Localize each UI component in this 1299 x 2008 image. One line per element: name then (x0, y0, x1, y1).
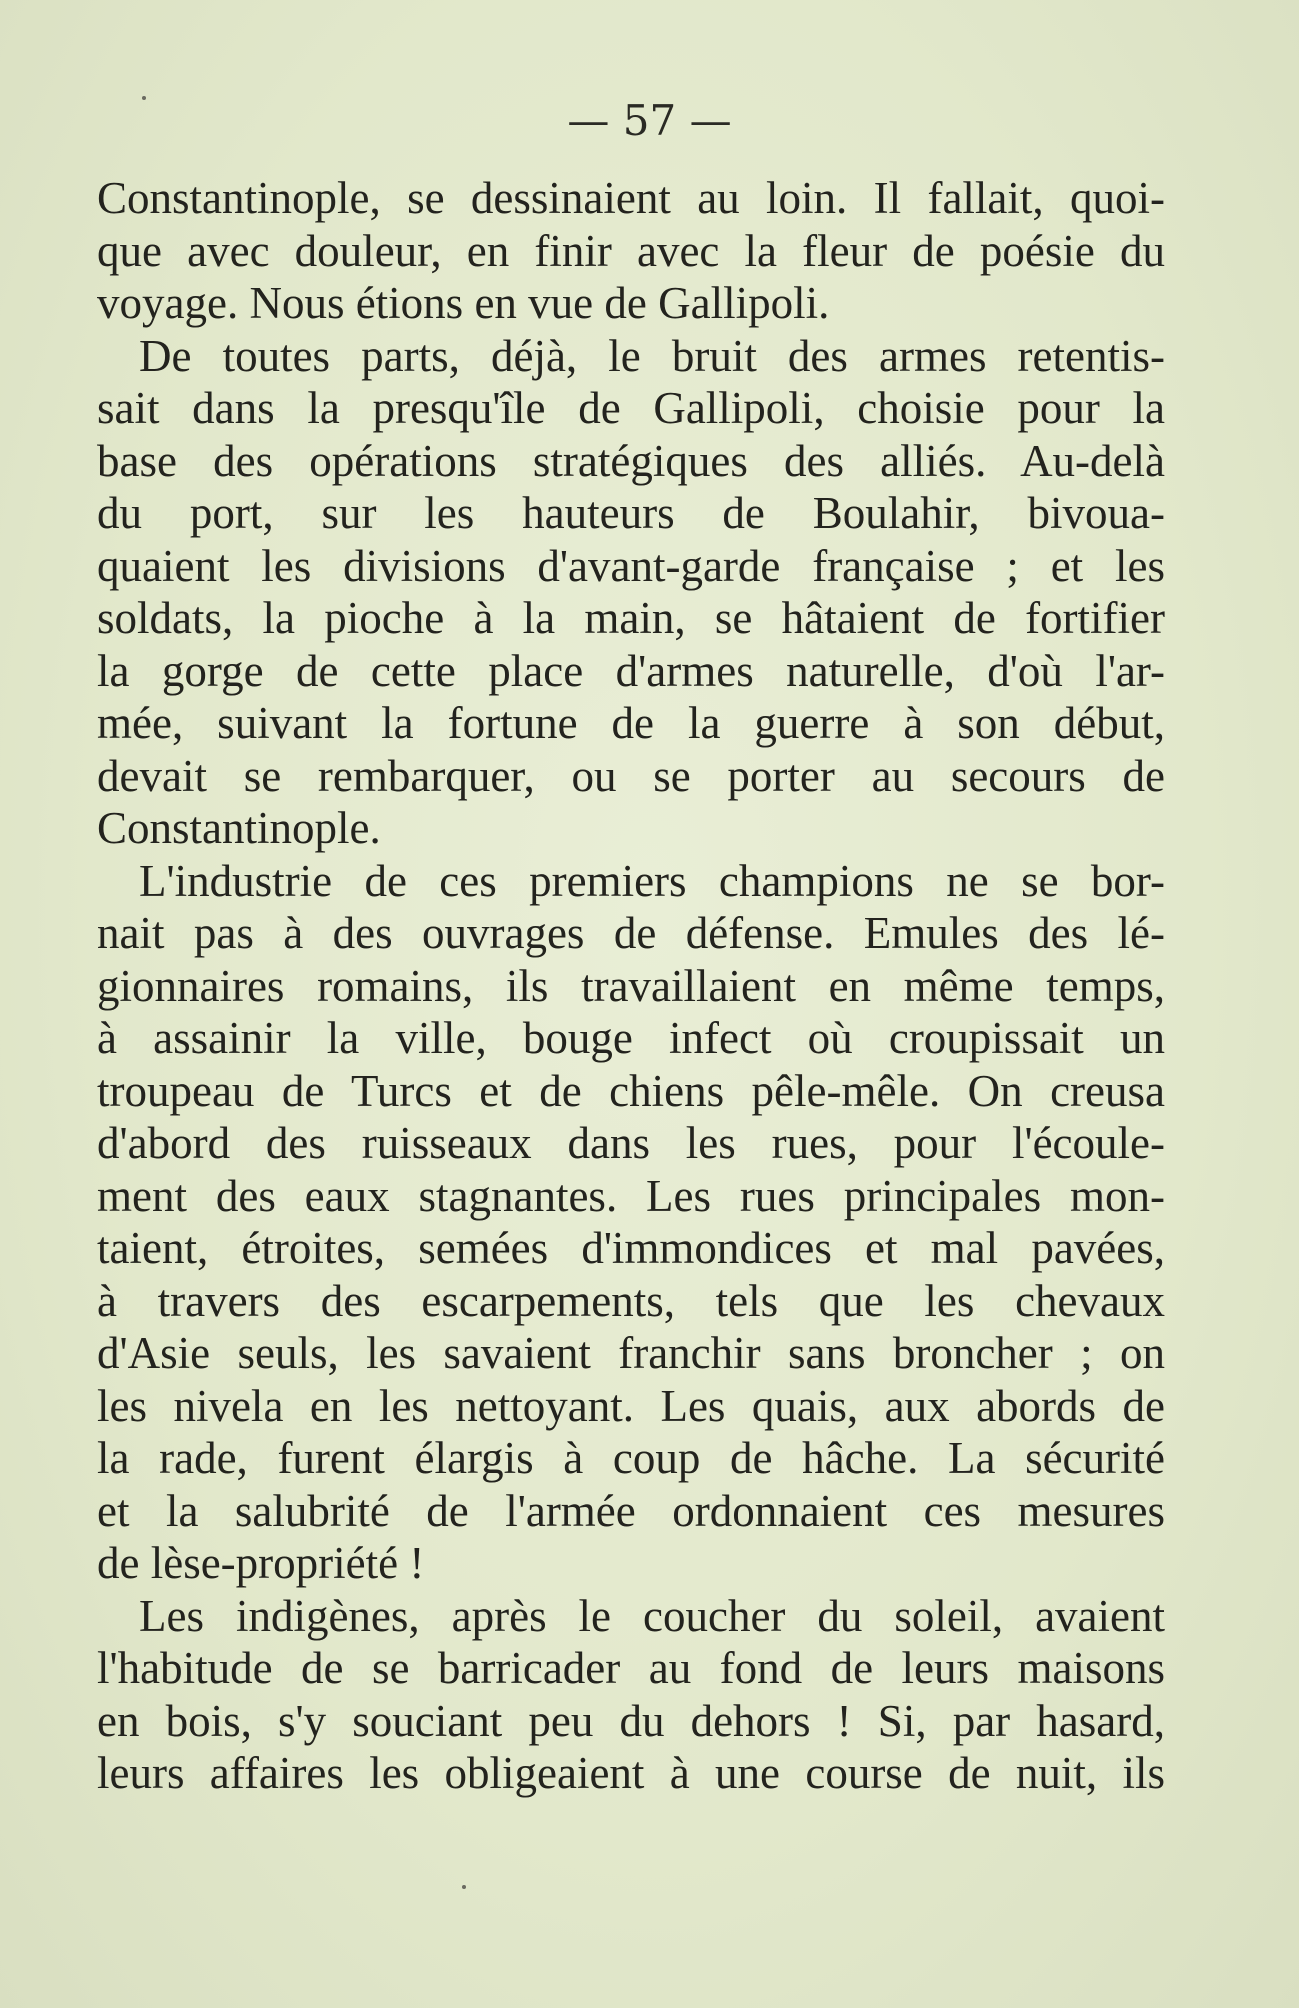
text-line: taient, étroites, semées d'immondices et mal pavées, (97, 1223, 1165, 1273)
text-line: base des opérations stratégiques des alliés. Au-delà (97, 435, 1165, 486)
text-line: et la salubrité de l'armée ordonnaient ces mesures (97, 1485, 1165, 1536)
text-line: L'industrie de ces premiers champions ne se bor- (139, 855, 1165, 906)
text-line: à assainir la ville, bouge infect où croupissait un (97, 1013, 1165, 1063)
text-line: à travers des escarpements, tels que les chevaux (97, 1275, 1165, 1326)
text-line: gionnaires romains, ils travaillaient en même temps, (97, 960, 1165, 1011)
text-line: que avec douleur, en finir avec la fleur de poésie du (97, 225, 1165, 276)
text-line: De toutes parts, déjà, le bruit des armes retentis- (139, 330, 1165, 381)
text-line: leurs affaires les obligeaient à une course de nuit, ils (97, 1748, 1165, 1798)
text-line: soldats, la pioche à la main, se hâtaient de fortifier (97, 593, 1165, 643)
body-text (97, 172, 1165, 1800)
text-line: Les indigènes, après le coucher du soleil, avaient (139, 1590, 1165, 1641)
text-line: de lèse-propriété ! (97, 1538, 425, 1588)
text-line: d'abord des ruisseaux dans les rues, pour l'écoule- (97, 1118, 1165, 1168)
text-line: ment des eaux stagnantes. Les rues principales mon- (97, 1170, 1165, 1221)
text-line: quaient les divisions d'avant-garde française ; et les (97, 540, 1165, 591)
page-number: — 57 — (567, 96, 732, 145)
text-line: voyage. Nous étions en vue de Gallipoli. (97, 278, 830, 328)
text-line: en bois, s'y souciant peu du dehors ! Si, par hasard, (97, 1695, 1165, 1746)
text-line: mée, suivant la fortune de la guerre à son début, (97, 698, 1165, 748)
text-line: devait se rembarquer, ou se porter au secours de (97, 750, 1165, 801)
text-line: Constantinople, se dessinaient au loin. Il fallait, quoi- (97, 173, 1165, 223)
text-line: d'Asie seuls, les savaient franchir sans broncher ; on (97, 1328, 1165, 1378)
text-line: sait dans la presqu'île de Gallipoli, choisie pour la (97, 383, 1165, 433)
text-line: du port, sur les hauteurs de Boulahir, bivoua- (97, 488, 1165, 538)
ink-speck (462, 1885, 466, 1889)
text-line: la rade, furent élargis à coup de hâche. La sécurité (97, 1433, 1165, 1483)
text-line: troupeau de Turcs et de chiens pêle-mêle. On creusa (97, 1065, 1165, 1116)
text-line: l'habitude de se barricader au fond de leurs maisons (97, 1643, 1165, 1693)
text-line: nait pas à des ouvrages de défense. Emules des lé- (97, 908, 1165, 958)
text-line: la gorge de cette place d'armes naturelle, d'où l'ar- (97, 645, 1165, 696)
text-line: Constantinople. (97, 803, 381, 853)
text-line: les nivela en les nettoyant. Les quais, aux abords de (97, 1380, 1165, 1431)
